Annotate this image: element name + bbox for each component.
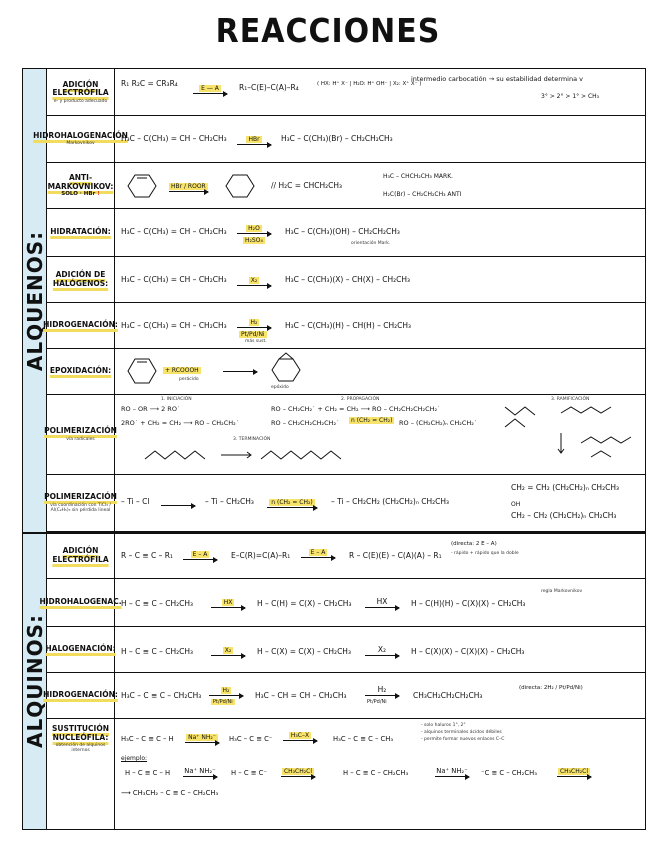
cyclohexene-ring: [121, 355, 161, 387]
bromo-cyclohexane-ring: [219, 171, 259, 201]
row-label: HIDROGENACIÓN:: [47, 673, 115, 718]
reaction-arrow: HBr / ROOR: [171, 183, 206, 190]
reaction-row: [47, 533, 645, 579]
row-content: H₃C – C(CH₃) = CH – CH₂CH₃ HBr H₃C – C(CH₃)(Br) – CH₂CH₂CH₃: [121, 134, 393, 143]
reaction-row: [47, 69, 645, 116]
row-label: HALOGENACIÓN:: [47, 627, 115, 672]
row-content: H₃C – C(CH₃) = CH – CH₂CH₃ H₂ Pt/Pd/Ni más sust. H₃C – C(CH₃)(H) – CH(H) – CH₂CH₃: [121, 319, 412, 344]
reaction-row: [47, 349, 645, 395]
reaction-arrow: X₂: [237, 275, 271, 284]
row-label: POLIMERIZACIÓN vía coordinación con TiCl₃ / Al(C₂H₅)₃ sin pérdida lineal: [47, 475, 115, 531]
row-content: H₃C – C ≡ C – CH₂CH₃ H₂ Pt/Pd/Ni H₃C – CH = CH – CH₂CH₃ H₂ Pt/Pd/Ni CH₃CH₂CH₂CH₂CH₃ (directa: 2H₂ / Pt/Pd/Ni): [121, 685, 583, 705]
reaction-arrow: HX: [365, 597, 399, 606]
reaction-row: [43, 303, 645, 349]
reaction-arrow: CH₃CH₂Cl: [557, 767, 591, 775]
row-content: HBr / ROOR // H₂C = CHCH₂CH₃ H₃C – CHCH₂CH₃ MARK. H₂C(Br) – CH₂CH₂CH₃ ANTI: [121, 163, 641, 208]
reaction-row: [47, 627, 645, 673]
reaction-arrow: HBr: [237, 134, 271, 143]
row-content: H₃C – C ≡ C – H Na⁺ NH₂⁻ H₃C – C ≡ C⁻ H₃C–X H₃C – C ≡ C – CH₃ - solo haluros 1°, 2° - alquinos terminales ácidos débiles - permite formar nuevos enlaces C–C ejemplo: H – C ≡ C – H Na⁺ NH₂⁻ H – C ≡ C⁻ CH₃CH₂Cl H – C ≡ C – CH₂CH₃ Na⁺ NH₂⁻ ⁻C ≡ C – CH₂CH₃ CH₃CH₂Cl ⟶ CH₃CH₂ – C ≡ C – CH₂CH₃: [121, 719, 641, 829]
reaction-row: [47, 163, 645, 209]
reaction-row: [47, 257, 645, 303]
reaction-arrow: Na⁺ NH₂⁻: [184, 767, 216, 775]
reaction-row: [47, 209, 645, 257]
row-label: ANTI-MARKOVNIKOV: SOLO · HBr !: [47, 163, 115, 208]
row-label: ADICIÓN ELECTRÓFILA e- y producto adecuado: [47, 69, 115, 115]
row-content: H – C ≡ C – CH₂CH₃ HX H – C(H) = C(X) – CH₂CH₃ HX H – C(H)(H) – C(X)(X) – CH₂CH₃ regla Markovnikov: [121, 589, 583, 608]
branched-polymer: [501, 403, 651, 473]
row-content: R₁ R₂C = CR₃R₄ E — A R₁–C(E)–C(A)–R₄ ( HX: H⁺ X⁻ | H₂O: H⁺ OH⁻ | X₂: X⁺ X⁻ ) intermedio carbocatión → su estabilidad determina v 3° > 2° > 1° > CH₃: [121, 75, 600, 100]
page-title: REACCIONES: [215, 12, 441, 51]
reaction-arrow: H₂: [365, 685, 399, 694]
warning-mark: !: [97, 191, 100, 197]
reaction-arrow: E — A: [193, 83, 227, 92]
row-label: EPOXIDACIÓN:: [47, 349, 115, 394]
reaction-arrow: E – A: [301, 547, 335, 556]
reaction-row: [44, 395, 645, 475]
reaction-arrow: HX: [211, 597, 245, 606]
row-content: H₃C – C(CH₃) = CH – CH₂CH₃ H₂O H₂SO₄ H₃C – C(CH₃)(OH) – CH₂CH₂CH₃ orientación Mark.: [121, 225, 400, 246]
reaction-arrow: CH₃CH₂Cl: [281, 767, 315, 775]
row-label: HIDROGENACIÓN:: [47, 303, 115, 348]
reaction-row: [43, 673, 645, 719]
row-label: ADICIÓN DE HALÓGENOS:: [47, 257, 115, 302]
reaction-arrow: X₂: [365, 645, 399, 654]
reaction-arrow: E – A: [183, 549, 217, 558]
reaction-arrow: H₃C–X: [283, 731, 317, 739]
reaction-row: [47, 719, 645, 829]
row-content: + RCOOOH perácido epóxido: [121, 349, 641, 394]
row-content: H₃C – C(CH₃) = CH – CH₂CH₃ X₂ H₃C – C(CH₃)(X) – CH(X) – CH₂CH₃: [121, 275, 411, 284]
row-content: – Ti – Cl – Ti – CH₂CH₃ n (CH₂ = CH₂) – Ti – CH₂CH₂ (CH₂CH₂)ₙ CH₂CH₃ CH₂ = CH₂ (CH₂CH₂)ₙ CH₂CH₃ OH CH₂ – CH₂ (CH₂CH₂)ₙ CH₂CH₃: [121, 483, 619, 520]
row-label: ADICIÓN ELECTRÓFILA: [47, 533, 115, 578]
reaction-arrow: n (CH₂ = CH₂): [267, 497, 317, 506]
reaction-row: [44, 475, 645, 532]
reaction-arrow: Na⁺ NH₂⁻: [436, 767, 468, 775]
polymer-chain: [141, 445, 361, 465]
section-alquinos: [23, 533, 47, 829]
row-label: HIDROHALOGENAC.: [47, 579, 115, 626]
reaction-arrow: X₂: [211, 645, 245, 654]
reaction-arrow: H₂: [209, 685, 243, 694]
row-content: 1. INICIACIÓN RO – OR ⟶ 2 RO˙ 2RO˙ + CH₂ = CH₂ ⟶ RO – CH₂CH₂˙ 2. PROPAGACIÓN RO – CH₂CH₂˙ + CH₂ = CH₂ ⟶ RO – CH₂CH₂CH₂CH₂˙ RO – CH₂CH₂CH₂CH₂˙ n (CH₂ = CH₂) RO – (CH₂CH₂)ₙ CH₂CH₂˙ 3. TERMINACIÓN 3. RAMIFICACIÓN: [121, 395, 641, 474]
reaction-arrow: Na⁺ NH₂⁻: [185, 733, 219, 741]
row-content: R – C ≡ C – R₁ E – A E–C(R)=C(A)–R₁ E – A R – C(E)(E) – C(A)(A) – R₁ (directa: 2 E – A) - rápido + rápido que la doble: [121, 541, 519, 560]
row-label: SUSTITUCIÓN NUCLEÓFILA: obtención de alquinos internos: [47, 719, 115, 829]
reaction-arrow: H₂: [237, 317, 271, 326]
row-label: HIDRATACIÓN:: [47, 209, 115, 256]
reaction-row: [39, 579, 645, 627]
section-alquenos-label: ALQUENOS:: [22, 230, 47, 372]
reaction-table: [22, 68, 646, 830]
cyclohexene-ring: [121, 171, 161, 201]
epoxide-ring: [265, 351, 305, 385]
row-label: POLIMERIZACIÓN vía radicales: [47, 395, 115, 474]
row-label: HIDROHALOGENACIÓN Markovnikov: [47, 116, 115, 162]
row-content: H – C ≡ C – CH₂CH₃ X₂ H – C(X) = C(X) – CH₂CH₃ X₂ H – C(X)(X) – C(X)(X) – CH₂CH₃: [121, 645, 525, 656]
section-alquinos-label: ALQUINOS:: [22, 613, 47, 749]
reaction-arrow: H₂O: [237, 223, 271, 232]
reaction-row: [33, 116, 645, 163]
